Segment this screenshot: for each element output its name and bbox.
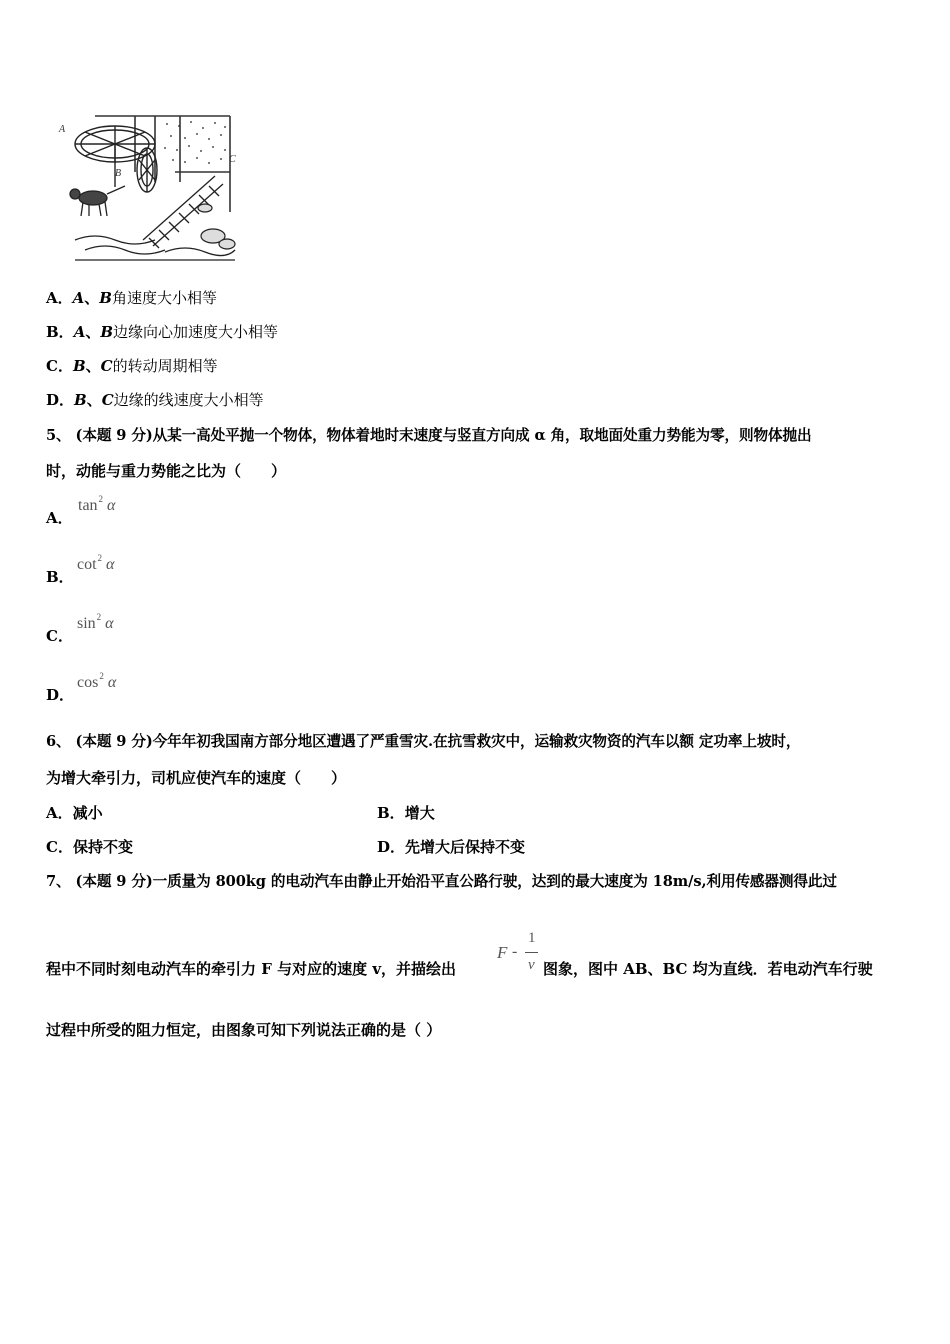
point-label: A	[72, 289, 85, 307]
option-text: 增大	[404, 804, 435, 822]
q5-formula-c	[77, 612, 114, 633]
q4-option-b	[46, 321, 278, 342]
angle-symbol: α	[106, 556, 115, 573]
angle-symbol: α	[105, 615, 114, 632]
figure-label-c: C	[229, 154, 236, 165]
q6-option-d	[377, 836, 525, 857]
point-label: B	[74, 391, 87, 409]
q5-formula-b	[77, 553, 114, 574]
option-letter: A．	[46, 289, 73, 307]
option-letter: C．	[46, 838, 73, 856]
q5-option-a	[46, 507, 73, 528]
waterwheel-figure	[55, 112, 240, 264]
q6-option-b	[377, 802, 435, 823]
option-text: 角速度大小相等	[111, 289, 217, 307]
separator: 、	[84, 289, 100, 307]
option-letter: C．	[46, 627, 73, 645]
option-letter: A．	[46, 804, 73, 822]
q5-formula-d	[77, 671, 116, 692]
q5-stem-line1: 5、 (本题 9 分)从某一高处平抛一个物体，物体着地时末速度与竖直方向成 α 角，取地面处重力势能为零，则物体抛出	[46, 427, 812, 444]
point-label: B	[100, 323, 114, 341]
q6-stem-line2: 为增大牵引力，司机应使汽车的速度（ ）	[46, 769, 347, 787]
q7-stem-line2-pre: 程中不同时刻电动汽车的牵引力 F 与对应的速度 v，并描绘出	[46, 960, 457, 978]
figure-label-b: B	[115, 168, 122, 179]
option-letter: D．	[46, 686, 75, 704]
q4-option-a	[46, 287, 217, 308]
formula-denominator: v	[528, 957, 535, 973]
formula-f: F	[497, 943, 508, 962]
exponent: 2	[99, 671, 104, 681]
option-letter: D．	[46, 391, 75, 409]
point-label: B	[72, 357, 86, 375]
function-name: cos	[77, 674, 99, 691]
exponent: 2	[98, 494, 104, 504]
option-text: 减小	[72, 804, 103, 822]
q5-formula-a	[78, 494, 115, 515]
point-label: B	[99, 289, 112, 307]
angle-symbol: α	[107, 497, 116, 514]
figure-label-a: A	[59, 124, 66, 135]
option-letter: B．	[377, 804, 405, 822]
q7-stem-line3: 过程中所受的阻力恒定，由图象可知下列说法正确的是（ ）	[46, 1021, 442, 1039]
option-text: 的转动周期相等	[112, 357, 218, 375]
formula-numerator: 1	[528, 930, 536, 946]
option-letter: A．	[46, 509, 73, 527]
exponent: 2	[97, 553, 103, 563]
option-text: 边缘向心加速度大小相等	[113, 323, 279, 341]
q6-option-a	[46, 802, 103, 823]
point-label: C	[101, 391, 114, 409]
option-letter: B．	[46, 568, 74, 586]
point-label: C	[100, 357, 113, 375]
q5-option-b	[46, 566, 74, 587]
q6-stem-line1: 6、 (本题 9 分)今年年初我国南方部分地区遭遇了严重雪灾.在抗雪救灾中，运输救灾物资的汽车以额 定功率上坡时，	[46, 733, 801, 750]
formula-dash: -	[512, 943, 518, 960]
option-letter: D．	[377, 838, 406, 856]
point-label: A	[73, 323, 86, 341]
q7-stem-line1: 7、 (本题 9 分)一质量为 800kg 的电动汽车由静止开始沿平直公路行驶，达到的最大速度为 18m/s,利用传感器测得此过	[46, 873, 837, 890]
option-text: 边缘的线速度大小相等	[113, 391, 264, 409]
option-letter: B．	[46, 323, 74, 341]
q6-option-c	[46, 836, 133, 857]
q4-option-d	[46, 389, 264, 410]
separator: 、	[85, 357, 101, 375]
q4-option-c	[46, 355, 218, 376]
function-name: sin	[77, 615, 96, 632]
angle-symbol: α	[107, 674, 117, 691]
fraction-bar	[525, 952, 538, 953]
q7-stem-line2-post: 图象，图中 AB、BC 均为直线．若电动汽车行驶	[543, 960, 873, 978]
q5-stem-line2: 时，动能与重力势能之比为（ ）	[46, 462, 287, 480]
function-name: cot	[77, 556, 97, 573]
option-text: 先增大后保持不变	[405, 838, 526, 856]
separator: 、	[85, 323, 101, 341]
q5-option-d	[46, 684, 74, 705]
exponent: 2	[96, 612, 102, 622]
option-letter: C．	[46, 357, 73, 375]
option-text: 保持不变	[72, 838, 133, 856]
q5-option-c	[46, 625, 73, 646]
separator: 、	[86, 391, 102, 409]
function-name: tan	[78, 497, 98, 514]
